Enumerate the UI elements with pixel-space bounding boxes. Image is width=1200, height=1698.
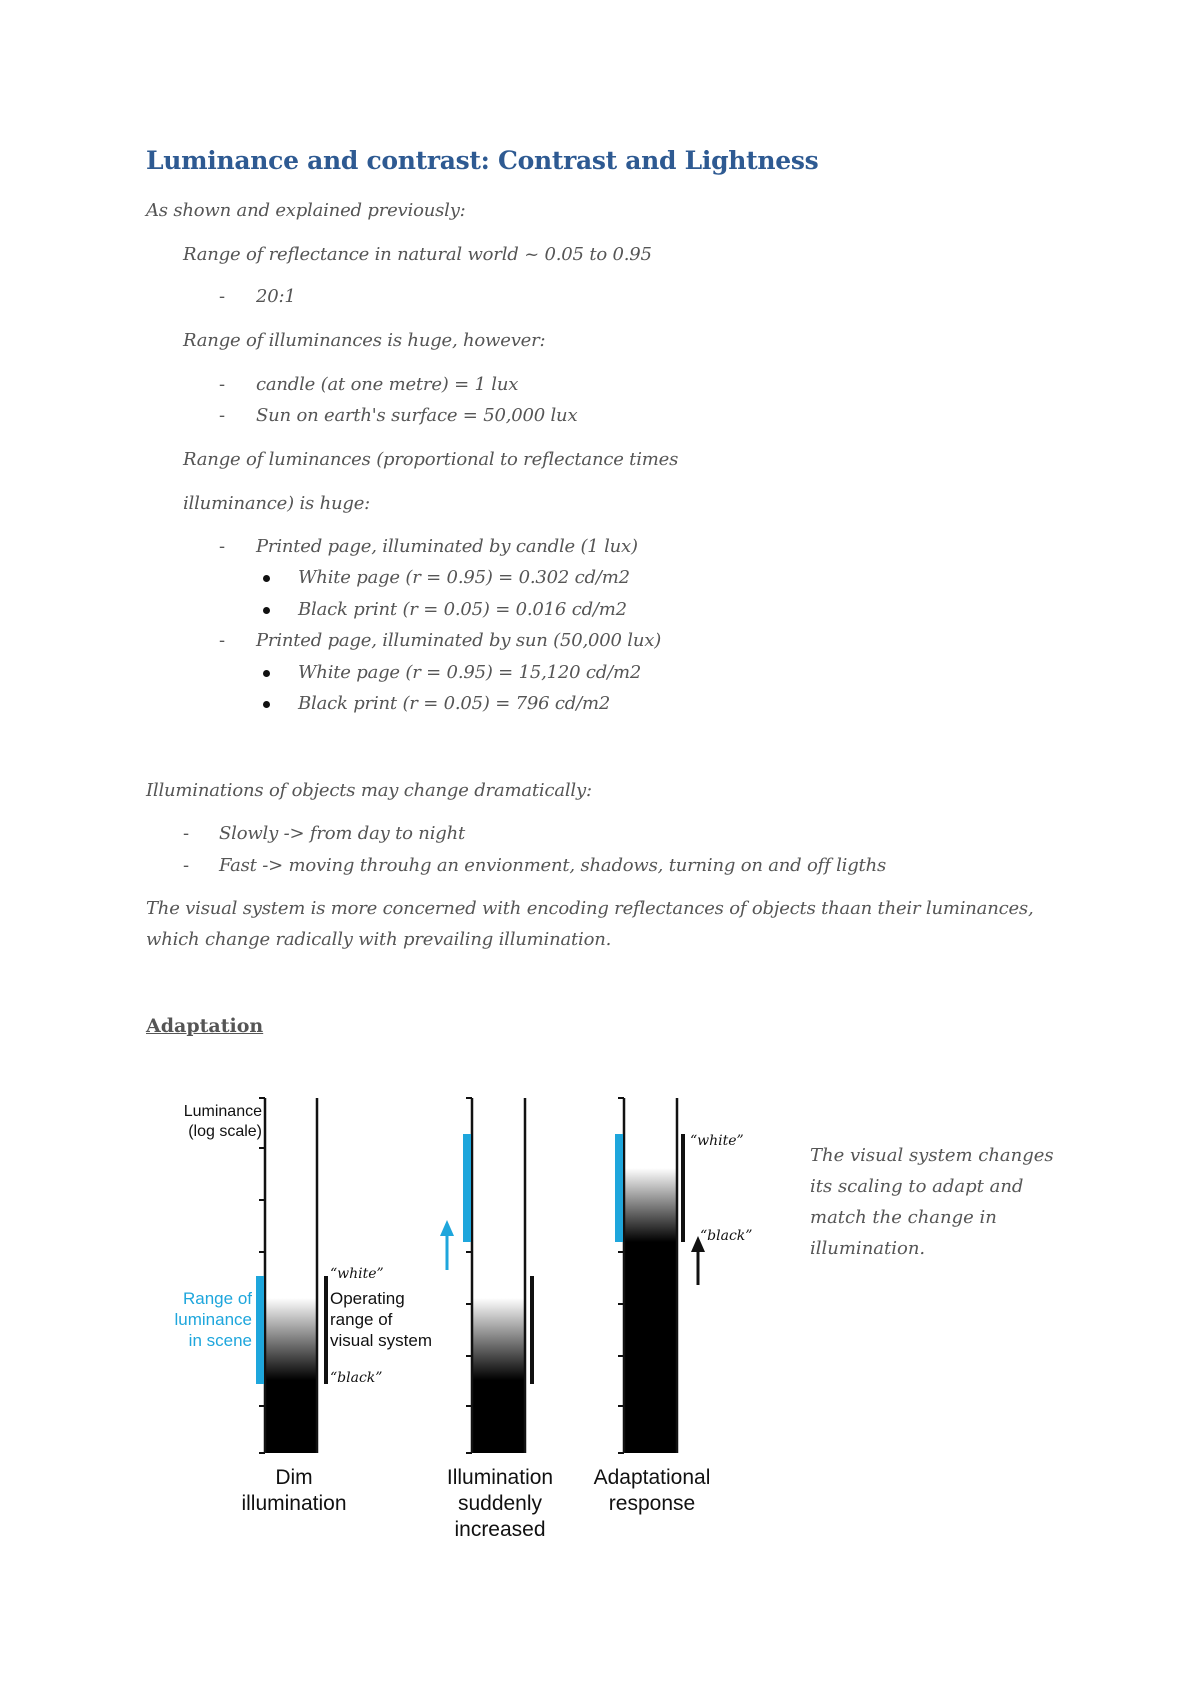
panel-dim-illumination xyxy=(175,1098,433,1698)
operating-label-cont: range of xyxy=(330,1310,393,1329)
illuminance-item: Sun on earth's surface = 50,000 lux xyxy=(256,405,578,426)
luminance-group-label: Printed page, illuminated by candle (1 lux) xyxy=(256,536,638,557)
intro-text: As shown and explained previously: xyxy=(146,200,466,221)
panel-caption: Adaptational xyxy=(593,1466,711,1489)
gradient-zone xyxy=(625,1168,676,1242)
panel-caption-cont: suddenly xyxy=(457,1492,543,1515)
black-zone xyxy=(473,1380,524,1453)
axis-label-cont: (log scale) xyxy=(188,1123,262,1140)
dash-marker: - xyxy=(219,405,226,426)
luminance-item: Black print (r = 0.05) = 0.016 cd/m2 xyxy=(298,599,627,620)
white-zone xyxy=(473,1098,524,1298)
dash-marker: - xyxy=(219,536,226,557)
changes-text: Illuminations of objects may change dramatically: xyxy=(146,780,592,801)
illuminance-item: candle (at one metre) = 1 lux xyxy=(256,374,519,395)
dash-marker: - xyxy=(219,374,226,395)
white-zone xyxy=(625,1098,676,1168)
operating-label-cont2: visual system xyxy=(330,1331,433,1350)
range-label-cont2: in scene xyxy=(188,1331,252,1350)
black-label: “black” xyxy=(330,1370,383,1386)
side-note-line: its scaling to adapt and xyxy=(810,1176,1024,1197)
scene-range-bar xyxy=(256,1276,264,1384)
dash-marker: - xyxy=(183,855,190,876)
conclusion-text-cont: which change radically with prevailing illumination. xyxy=(146,929,612,950)
operating-range-bar xyxy=(324,1276,328,1384)
black-zone xyxy=(266,1380,316,1453)
scene-range-bar xyxy=(463,1134,471,1242)
black-label: “black” xyxy=(700,1228,753,1244)
white-zone xyxy=(266,1098,316,1298)
dash-marker: - xyxy=(219,286,226,307)
range-label: Range of xyxy=(183,1289,252,1308)
axis-label: Luminance xyxy=(183,1103,262,1120)
black-zone xyxy=(625,1242,676,1453)
side-note-line: match the change in xyxy=(810,1207,997,1228)
luminances-text: Range of luminances (proportional to reflectance times xyxy=(183,449,679,470)
gradient-zone xyxy=(473,1298,524,1380)
scene-range-bar xyxy=(615,1134,623,1242)
reflectance-ratio: 20:1 xyxy=(256,286,296,307)
side-note-line: The visual system changes xyxy=(810,1145,1054,1166)
conclusion-text: The visual system is more concerned with encoding reflectances of objects thaan their luminances, xyxy=(146,898,1034,919)
dash-marker: - xyxy=(219,630,226,651)
white-label: “white” xyxy=(330,1266,384,1282)
panel-caption: Illumination xyxy=(446,1466,554,1489)
luminances-text-cont: illuminance) is huge: xyxy=(183,493,371,514)
panel-illumination-increased xyxy=(440,1098,553,1541)
panel-caption-cont: illumination xyxy=(241,1492,347,1515)
change-item: Slowly -> from day to night xyxy=(219,823,465,844)
page-title: Luminance and contrast: Contrast and Lightness xyxy=(146,146,819,175)
gradient-zone xyxy=(266,1298,316,1380)
panel-caption-cont: response xyxy=(608,1492,696,1515)
operating-label: Operating xyxy=(330,1289,405,1308)
dash-marker: - xyxy=(183,823,190,844)
luminance-item: White page (r = 0.95) = 15,120 cd/m2 xyxy=(298,662,642,683)
reflectance-text: Range of reflectance in natural world ~ 0.05 to 0.95 xyxy=(183,244,652,265)
up-arrow-icon xyxy=(440,1220,454,1270)
luminance-item: White page (r = 0.95) = 0.302 cd/m2 xyxy=(298,567,630,588)
panel-caption-cont2: increased xyxy=(454,1518,546,1541)
side-note-line: illumination. xyxy=(810,1238,926,1259)
side-note xyxy=(810,1140,1070,1264)
change-item: Fast -> moving throuhg an envionment, shadows, turning on and off ligths xyxy=(219,855,887,876)
luminance-item: Black print (r = 0.05) = 796 cd/m2 xyxy=(298,693,611,714)
luminance-group-label: Printed page, illuminated by sun (50,000 lux) xyxy=(256,630,662,651)
operating-range-bar xyxy=(530,1276,534,1384)
adaptation-heading: Adaptation xyxy=(146,1015,264,1037)
range-label-cont: luminance xyxy=(174,1310,252,1329)
white-label: “white” xyxy=(690,1133,744,1149)
panel-caption: Dim xyxy=(275,1466,313,1489)
panel-adaptational-response xyxy=(594,1098,753,1515)
illuminances-text: Range of illuminances is huge, however: xyxy=(183,330,546,351)
operating-range-bar xyxy=(681,1134,685,1242)
